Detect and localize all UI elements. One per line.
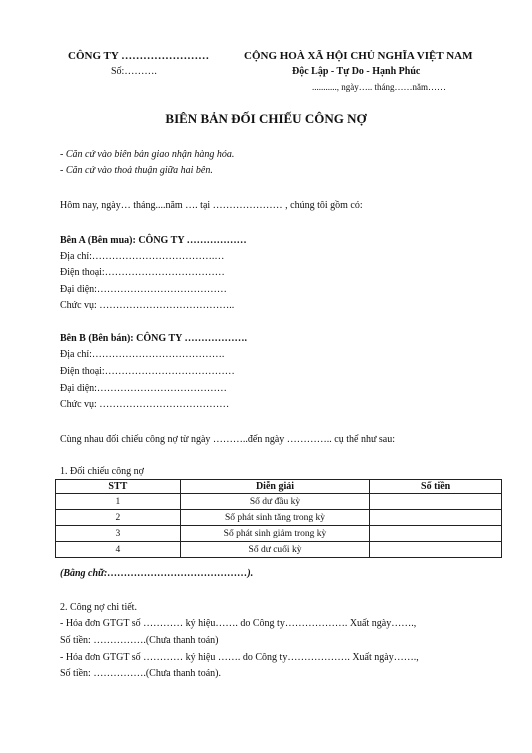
intro-line: Hôm nay, ngày… tháng....năm …. tại ………………… , chúng tôi gồm có:: [60, 200, 363, 211]
column-header-stt: STT: [56, 480, 181, 494]
amount-in-words: (Bằng chữ:……………………………………).: [60, 568, 254, 579]
table-row: [56, 526, 502, 542]
party-a-position: Chức vụ: …………………………………..: [60, 300, 235, 311]
section-1-title: 1. Đối chiếu công nợ: [60, 466, 144, 477]
party-b-representative: Đại diện:…………………………………: [60, 383, 227, 394]
reconciliation-table: [55, 479, 502, 558]
basis-line: - Căn cứ vào biên bản giao nhận hàng hóa.: [60, 149, 235, 160]
party-b-address: Địa chỉ:………………………………….: [60, 349, 225, 360]
national-title: CỘNG HOÀ XÃ HỘI CHỦ NGHĨA VIỆT NAM: [244, 50, 473, 62]
cell-stt: 1: [56, 494, 181, 510]
cell-description: Số phát sinh tăng trong kỳ: [180, 510, 370, 526]
party-a-phone: Điện thoại:………………………………: [60, 267, 225, 278]
invoice-amount-line: Số tiền: …………….(Chưa thanh toán): [60, 635, 219, 646]
party-a-heading: Bên A (Bên mua): CÔNG TY ………………: [60, 235, 247, 246]
place-date: ..........., ngày….. tháng……năm……: [312, 82, 446, 92]
document-title: BIÊN BẢN ĐỐI CHIẾU CÔNG NỢ: [165, 111, 367, 126]
invoice-amount-line: Số tiền: …………….(Chưa thanh toán).: [60, 668, 221, 679]
party-a-representative: Đại diện:…………………………………: [60, 284, 227, 295]
invoice-line: - Hóa đơn GTGT số ………… ký hiệu ……. do Công ty………………. Xuất ngày…….,: [60, 652, 419, 663]
national-motto: Độc Lập - Tự Do - Hạnh Phúc: [292, 66, 421, 77]
section-2-title: 2. Công nợ chi tiết.: [60, 602, 137, 613]
table-row: [56, 494, 502, 510]
cell-amount: [370, 494, 502, 510]
basis-line: - Căn cứ vào thoả thuận giữa hai bên.: [60, 165, 213, 176]
table-row: [56, 510, 502, 526]
party-a-address: Địa chỉ:……………………………….…: [60, 251, 225, 262]
reconcile-period-line: Cùng nhau đối chiếu công nợ từ ngày ………..đến ngày ………….. cụ thể như sau:: [60, 434, 395, 445]
cell-stt: 4: [56, 542, 181, 558]
cell-description: Số phát sinh giảm trong kỳ: [180, 526, 370, 542]
party-b-phone: Điện thoại:…………………………………: [60, 366, 235, 377]
document-number: Số:……….: [111, 66, 157, 77]
table-header-row: [56, 480, 502, 494]
company-name: CÔNG TY ……………………: [68, 50, 210, 62]
cell-amount: [370, 542, 502, 558]
column-header-amount: Số tiền: [370, 480, 502, 494]
column-header-description: Diễn giải: [180, 480, 370, 494]
party-b-heading: Bên B (Bên bán): CÔNG TY ……………….: [60, 333, 247, 344]
cell-description: Số dư đầu kỳ: [180, 494, 370, 510]
cell-stt: 2: [56, 510, 181, 526]
cell-description: Số dư cuối kỳ: [180, 542, 370, 558]
party-b-position: Chức vụ: …………………………………: [60, 399, 230, 410]
cell-amount: [370, 510, 502, 526]
invoice-line: - Hóa đơn GTGT số ………… ký hiệu……. do Công ty………………. Xuất ngày…….,: [60, 618, 417, 629]
cell-amount: [370, 526, 502, 542]
table-row: [56, 542, 502, 558]
cell-stt: 3: [56, 526, 181, 542]
